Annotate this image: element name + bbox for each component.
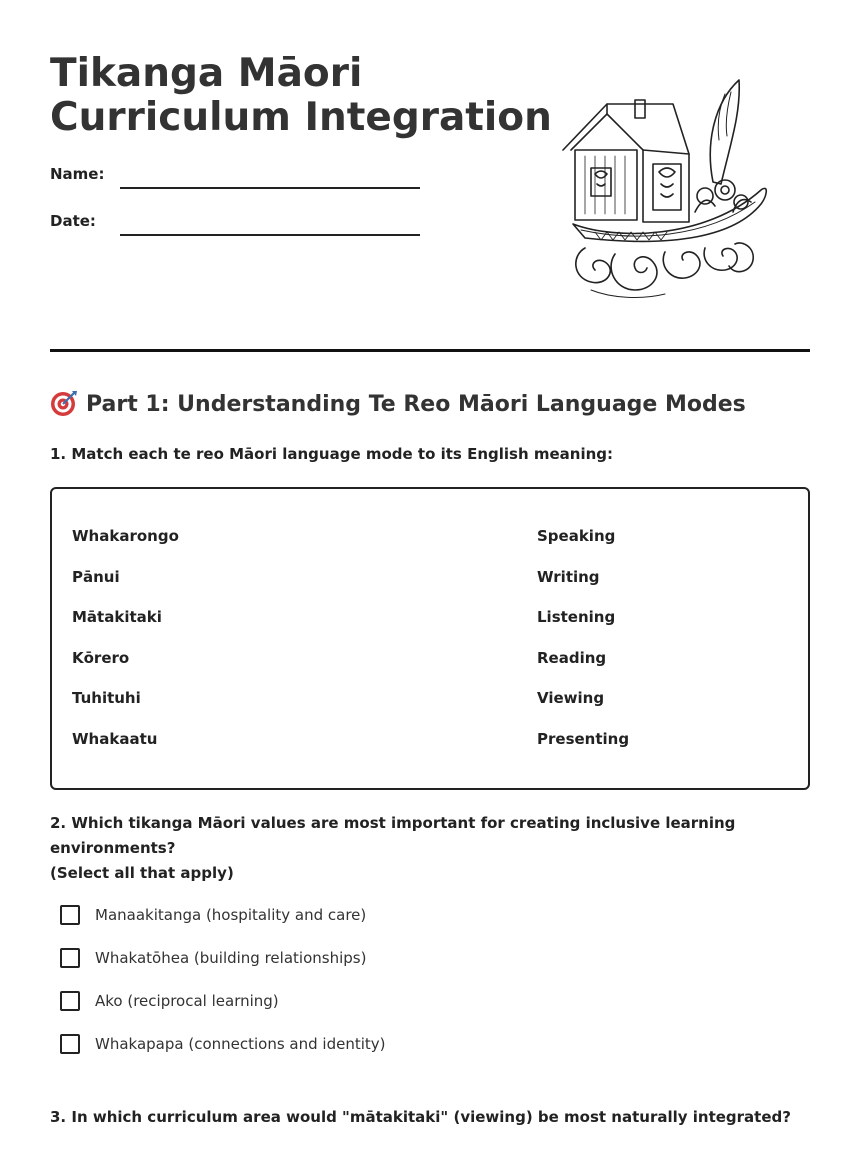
maori-terms-list	[72, 527, 179, 771]
option-label: Whakatōhea (building relationships)	[95, 949, 367, 967]
section-1-title-text: Part 1: Understanding Te Reo Māori Language Modes	[86, 392, 746, 417]
english-meaning[interactable]: Presenting	[537, 729, 630, 748]
option-row	[60, 905, 386, 948]
matching-box	[50, 487, 810, 790]
checkbox[interactable]	[60, 905, 80, 925]
english-meaning[interactable]: Writing	[537, 567, 600, 586]
option-label: Manaakitanga (hospitality and care)	[95, 906, 367, 924]
option-row	[60, 1034, 386, 1077]
maori-term[interactable]: Whakarongo	[72, 527, 179, 545]
maori-term[interactable]: Whakaatu	[72, 729, 158, 748]
header-divider	[50, 349, 810, 352]
english-meaning[interactable]: Viewing	[537, 689, 605, 708]
option-label: Whakapapa (connections and identity)	[95, 1035, 386, 1053]
maori-term[interactable]: Tuhituhi	[72, 689, 141, 708]
option-label: Ako (reciprocal learning)	[95, 992, 279, 1010]
wharenui-waka-illustration	[555, 72, 775, 302]
question-2-line-2: (Select all that apply)	[50, 864, 234, 882]
question-3-text: 3. In which curriculum area would "mātakitaki" (viewing) be most naturally integrated?	[50, 1108, 791, 1126]
date-input-line[interactable]	[120, 234, 420, 236]
english-meaning[interactable]: Speaking	[537, 527, 616, 545]
date-label: Date:	[50, 212, 96, 230]
question-2-line-1: 2. Which tikanga Māori values are most important for creating inclusive learning environments?	[50, 814, 736, 857]
title-line-1: Tikanga Māori	[50, 51, 363, 96]
question-2-options	[60, 905, 386, 1077]
option-row	[60, 948, 386, 991]
section-1-title	[50, 389, 746, 417]
checkbox[interactable]	[60, 991, 80, 1011]
maori-term[interactable]: Kōrero	[72, 648, 130, 667]
question-1-text: 1. Match each te reo Māori language mode to its English meaning:	[50, 445, 614, 463]
checkbox[interactable]	[60, 948, 80, 968]
english-meanings-list	[537, 527, 629, 771]
question-2-text	[50, 811, 860, 886]
page-title	[50, 52, 552, 140]
maori-term[interactable]: Mātakitaki	[72, 608, 162, 627]
name-label: Name:	[50, 165, 105, 183]
english-meaning[interactable]: Reading	[537, 648, 607, 667]
maori-term[interactable]: Pānui	[72, 567, 120, 586]
option-row	[60, 991, 386, 1034]
name-input-line[interactable]	[120, 187, 420, 189]
english-meaning[interactable]: Listening	[537, 608, 616, 627]
checkbox[interactable]	[60, 1034, 80, 1054]
title-line-2: Curriculum Integration	[50, 95, 552, 140]
target-dart-icon	[50, 389, 78, 417]
